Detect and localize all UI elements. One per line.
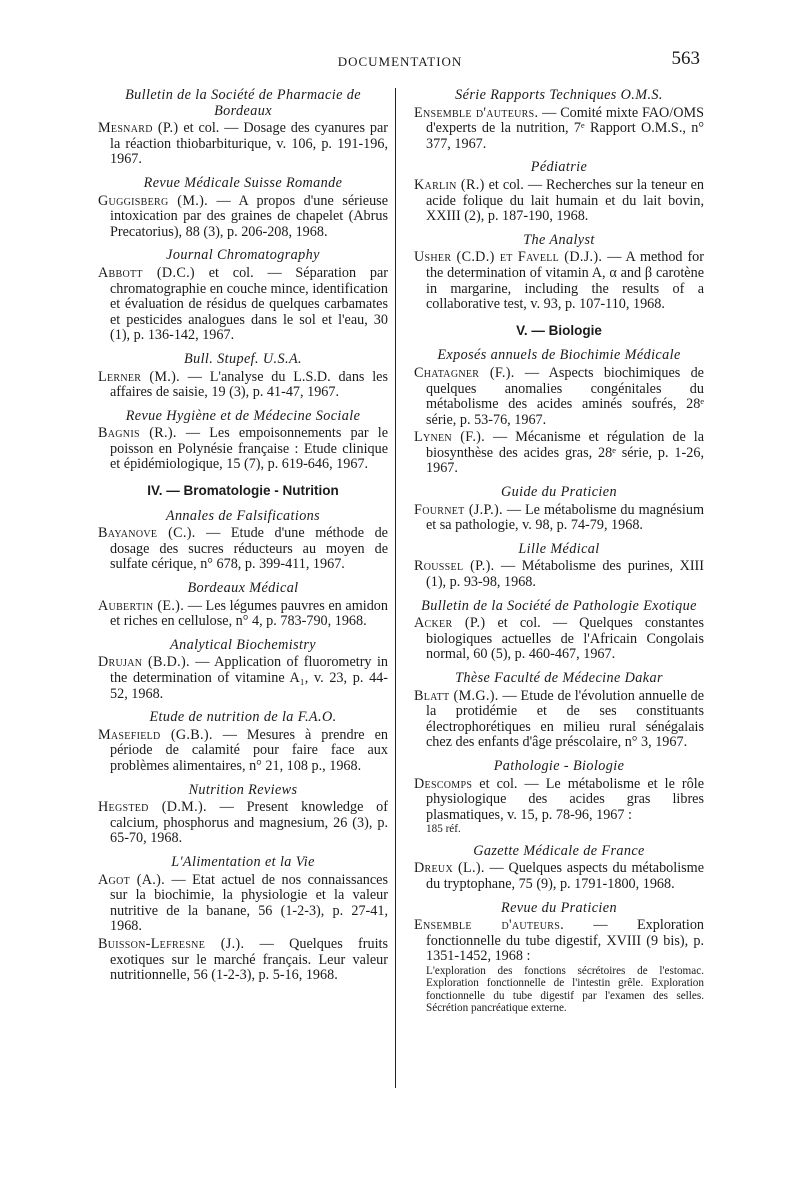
column-divider — [395, 88, 396, 1088]
entry-text: — Aspects biochimiques de quelques anomalies congénitales du métabolisme des acides aminés soufrés, 28ᵉ série, p. 53-76, 1967. — [426, 364, 704, 428]
entry-text: — Application of fluorometry in the determination of vitamine A₁, v. 23, p. 44-52, 1968. — [110, 654, 388, 702]
entry-text: — Present knowledge of calcium, phosphorus and magnesium, 26 (3), p. 65-70, 1968. — [110, 799, 389, 847]
entry-author: Agot (A.). — [98, 871, 166, 888]
entry-text: — Les empoisonnements par le poisson en Polynésie française : Etude clinique et épidémiologique, 15 (7), p. 619-646, 1967. — [110, 425, 388, 473]
journal-heading: Bull. Stupef. U.S.A. — [184, 350, 302, 367]
journal-heading: Journal Chromatography — [166, 247, 320, 264]
entry-text: — A propos d'une sérieuse intoxication par des graines de chapelet (Abrus Precatorius), 88 (3), p. 206-208, 1968. — [110, 192, 388, 240]
entry-author: Fournet (J.P.). — [414, 501, 503, 518]
entry-text: — Quelques fruits exotiques sur le marché français. Leur valeur nutritionnelle, 56 (1-2-3), p. 5-16, 1968. — [110, 935, 388, 984]
bibliography-entry — [414, 689, 704, 751]
bibliography-entry — [98, 426, 388, 473]
bibliography-entry — [98, 599, 388, 630]
entry-text: — Métabolisme des purines, XIII (1), p. 93-98, 1968. — [426, 558, 704, 591]
entry-author: Buisson-Lefresne (J.). — [98, 935, 245, 952]
entry-author: Bayanove (C.). — [98, 525, 196, 542]
bibliography-entry — [98, 266, 388, 344]
entry-text: — Mécanisme et régulation de la biosynthèse des acides gras, 28ᵉ série, p. 1-26, 1967. — [426, 429, 704, 477]
entry-note: 185 réf. — [426, 823, 461, 836]
entry-text: — Exploration fonctionnelle du tube digestif, XVIII (9 bis), p. 1351-1452, 1968 : — [426, 917, 705, 965]
entry-author: Usher (C.D.) et Favell (D.J.). — [414, 249, 603, 266]
entry-text: et col. — Quelques constantes biologiques actuelles de l'Africain Congolais normal, 60 (5), p. 460-467, 1967. — [426, 615, 704, 663]
journal-heading: Pathologie - Biologie — [493, 757, 625, 774]
page-header — [0, 48, 800, 78]
bibliography-entry — [98, 728, 388, 775]
entry-text: et col. — Le métabolisme et le rôle physiologique des acides gras libres plasmatiques, v. 15, p. 78-96, 1967 : — [426, 775, 704, 823]
bibliography-entry — [414, 503, 704, 534]
entry-text: — A method for the determination of vitamin A, α and β carotène in margarine, including the results of a collaborative test, v. 93, p. 107-110, 1968. — [426, 249, 704, 313]
journal-heading: Thèse Faculté de Médecine Dakar — [455, 670, 663, 686]
entry-author: Mesnard (P.) — [98, 120, 179, 137]
entry-author: Hegsted (D.M.). — [98, 799, 207, 816]
entry-author: Acker (P.) — [414, 615, 486, 632]
journal-heading: Gazette Médicale de France — [473, 842, 645, 859]
entry-author: Blatt (M.G.). — [414, 687, 499, 704]
right-column — [414, 88, 704, 1017]
journal-heading: Revue Hygiène et de Médecine Sociale — [125, 407, 361, 424]
bibliography-entry — [414, 559, 704, 590]
journal-heading: Analytical Biochemistry — [170, 636, 316, 653]
bibliography-entry — [98, 655, 388, 702]
bibliography-entry — [414, 366, 704, 428]
journal-heading: L'Alimentation et la Vie — [171, 853, 315, 870]
entry-author: Ensemble d'auteurs. — [414, 104, 539, 121]
entry-text: et col. — Recherches sur la teneur en acide folique du lait humain et du lait bovin, XXIII (2), p. 187-190, 1968. — [426, 176, 704, 225]
entry-text: — Etat actuel de nos connaissances sur la biochimie, la physiologie et la valeur nutritive de la banane, 56 (1-2-3), p. 27-41, 1968. — [110, 871, 388, 935]
entry-author: Bagnis (R.). — [98, 425, 177, 442]
entry-author: Lerner (M.). — [98, 368, 180, 385]
entry-text: — Etude d'une méthode de dosage des sucres réducteurs au moyen de sulfate cérique, n° 678, p. 399-411, 1967. — [110, 525, 388, 573]
entry-text: et col. — Séparation par chromatographie en couche mince, identification et évaluation de résidus de quelques carbamates et pesticides analogues dans le sol et l'eau, 30 (1), p. 136-142, 1967. — [110, 264, 388, 344]
bibliography-entry — [414, 178, 704, 225]
entry-text: — Le métabolisme du magnésium et sa pathologie, v. 98, p. 74-79, 1968. — [426, 501, 704, 534]
journal-heading: Etude de nutrition de la F.A.O. — [149, 709, 337, 726]
page-number: 563 — [671, 48, 700, 69]
entry-author: Guggisberg (M.). — [98, 192, 208, 209]
section-heading: IV. — Bromatologie - Nutrition — [147, 483, 339, 499]
bibliography-entry — [98, 370, 388, 401]
entry-text: et col. — Dosage des cyanures par la réaction thiobarbiturique, v. 106, p. 191-196, 1967. — [110, 120, 388, 168]
entry-text: — Les légumes pauvres en amidon et riches en cellulose, n° 4, p. 783-790, 1968. — [110, 597, 388, 630]
journal-heading: The Analyst — [523, 231, 595, 248]
section-heading: V. — Biologie — [516, 322, 602, 338]
journal-heading: Annales de Falsifications — [165, 507, 321, 524]
bibliography-entry — [414, 861, 704, 892]
left-column — [98, 88, 388, 986]
entry-author: Ensemble d'auteurs. — [414, 917, 564, 934]
entry-text: — Comité mixte FAO/OMS d'experts de la nutrition, 7ᵉ Rapport O.M.S., n° 377, 1967. — [426, 104, 704, 152]
entry-text: — Etude de l'évolution annuelle de la protidémie et de ses constituants électrophorétiques en milieu rural sénégalais chez des enfants d'âge préscolaire, n° 3, 1967. — [426, 687, 704, 751]
entry-text: — L'analyse du L.S.D. dans les affaires de saisie, 19 (3), p. 41-47, 1967. — [110, 368, 388, 401]
bibliography-entry — [98, 121, 388, 168]
bibliography-entry — [98, 873, 388, 935]
journal-heading: Revue du Praticien — [501, 899, 617, 916]
entry-text: — Quelques aspects du métabolisme du tryptophane, 75 (9), p. 1791-1800, 1968. — [426, 860, 704, 892]
bibliography-entry — [414, 250, 704, 312]
running-title: DOCUMENTATION — [337, 54, 463, 69]
bibliography-entry — [98, 194, 388, 241]
entry-author: Dreux (L.). — [414, 860, 485, 877]
journal-heading: Pédiatrie — [530, 159, 588, 176]
entry-author: Chatagner (F.). — [414, 364, 515, 381]
entry-author: Masefield (G.B.). — [98, 726, 213, 743]
bibliography-entry — [98, 800, 388, 847]
entry-author: Lynen (F.). — [414, 429, 486, 446]
journal-heading: Guide du Praticien — [501, 484, 617, 501]
entry-author: Descomps — [414, 775, 473, 792]
bibliography-entry — [98, 937, 388, 984]
entry-text: — Mesures à prendre en période de calamité pour faire face aux problèmes alimentaires, n° 21, 108 p., 1968. — [110, 726, 388, 774]
entry-author: Karlin (R.) — [414, 176, 485, 193]
bibliography-entry — [414, 616, 704, 663]
bibliography-entry — [98, 526, 388, 573]
entry-author: Aubertin (E.). — [98, 597, 185, 614]
journal-heading: Exposés annuels de Biochimie Médicale — [437, 347, 681, 364]
bibliography-entry — [414, 918, 704, 1014]
journal-heading: Bulletin de la Société de Pharmacie de Bordeaux — [125, 87, 361, 119]
entry-note: L'exploration des fonctions sécrétoires de l'estomac. Exploration fonctionnelle de l'intestin grêle. Exploration fonctionnelle du tube digestif par l'examen des selles. Sécrétion pancréatique externe. — [426, 964, 704, 1015]
bibliography-entry — [414, 777, 704, 836]
bibliography-entry — [414, 106, 704, 153]
journal-heading: Nutrition Reviews — [188, 781, 298, 798]
entry-author: Abbott (D.C.) — [98, 264, 195, 281]
journal-heading: Bordeaux Médical — [187, 580, 299, 597]
journal-heading: Bulletin de la Société de Pathologie Exotique — [421, 597, 697, 614]
journal-heading: Série Rapports Techniques O.M.S. — [455, 87, 663, 103]
entry-author: Drujan (B.D.). — [98, 654, 190, 671]
journal-heading: Lille Médical — [518, 540, 600, 557]
bibliography-entry — [414, 430, 704, 477]
entry-author: Roussel (P.). — [414, 558, 495, 575]
journal-heading: Revue Médicale Suisse Romande — [143, 174, 343, 191]
